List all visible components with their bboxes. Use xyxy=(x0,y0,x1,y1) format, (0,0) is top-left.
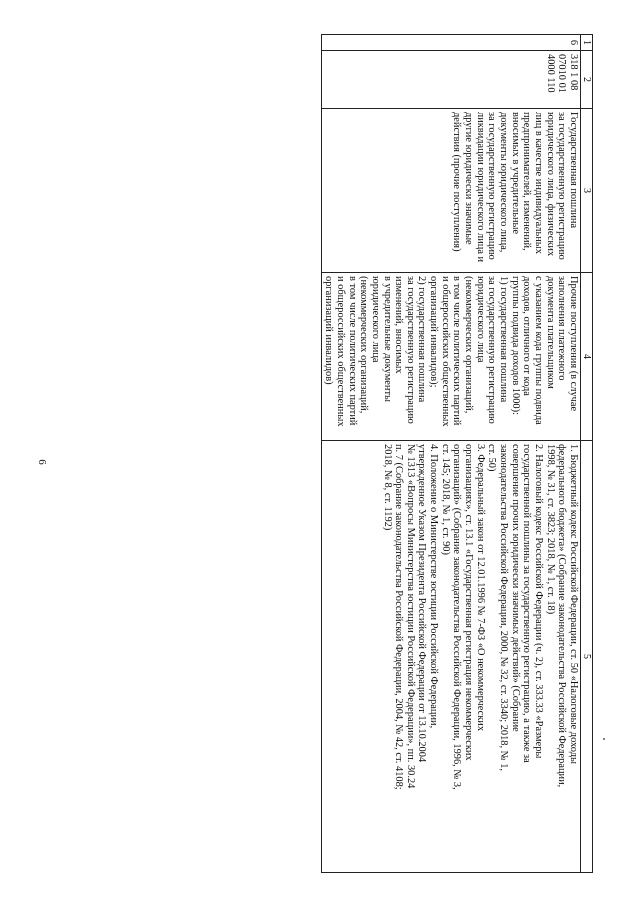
row-number: 6 xyxy=(321,35,580,51)
income-name-line: документы юридического лица, xyxy=(497,112,509,253)
payment-line: и общероссийских общественных xyxy=(439,276,451,427)
payment-line: документа плательщиком xyxy=(544,276,556,389)
scan-speck xyxy=(603,738,605,740)
payment-line: юридического лица xyxy=(369,276,381,363)
legal-basis-line: № 1313 «Вопросы Министерства юстиции Российской Федерации», пп. 30.24 xyxy=(404,444,416,789)
income-name-line: Государственная пошлина xyxy=(567,112,579,229)
income-name-line: за государственную регистрацию xyxy=(486,112,498,260)
legal-basis-line: ст. 145; 2018, № 1, ст. 90) xyxy=(439,444,451,555)
header-col-3: 3 xyxy=(580,109,592,273)
legal-basis-line: 2. Налоговый кодекс Российской Федерации (ч. 2), ст. 333.33 «Размеры xyxy=(532,444,544,759)
payment-line: заполнения платежного xyxy=(556,276,568,381)
income-codes-table xyxy=(321,34,593,873)
income-name-cell xyxy=(321,109,580,273)
legal-basis-line: федерального бюджета» (Собрание законодательства Российской Федерации, xyxy=(556,444,568,788)
income-name-line: ликвидации юридического лица и xyxy=(474,112,486,263)
income-name-line: за государственную регистрацию xyxy=(556,112,568,260)
income-name-line: предпринимателей, изменений, xyxy=(521,112,533,251)
payment-line: и общероссийских общественных xyxy=(335,276,346,427)
payment-line: организаций инвалидов); xyxy=(428,276,440,388)
legal-basis-line: организациях», ст. 13.1 «Государственная регистрация некоммерческих xyxy=(463,444,475,761)
payment-line: изменений, вносимых xyxy=(393,276,405,374)
payment-description-cell xyxy=(321,273,580,441)
income-name-line: вносимых в учредительные xyxy=(509,112,521,235)
payment-line: 2) государственная пошлина xyxy=(416,276,428,403)
budget-code-line: 07010 01 xyxy=(556,54,568,93)
payment-line: группы подвида доходов 1000): xyxy=(509,276,521,415)
legal-basis-cell xyxy=(321,441,580,873)
legal-basis-line: совершение прочих юридически значимых действий» (Собрание xyxy=(509,444,521,732)
header-col-2: 2 xyxy=(580,51,592,109)
rotated-table-container xyxy=(67,34,593,872)
payment-line: (некоммерческих организаций, xyxy=(358,276,370,414)
payment-line: за государственную регистрацию xyxy=(404,276,416,424)
legal-basis-line: 3. Федеральный закон от 12.01.1996 № 7-ФЗ «О некоммерческих xyxy=(474,444,486,732)
legal-basis-line: п. 7 (Собрание законодательства Российской Федерации, 2004, № 42, ст. 4108; xyxy=(393,444,405,790)
legal-basis-line: организаций» (Собрание законодательства Российской Федерации, 1996, № 3, xyxy=(451,444,463,790)
budget-code-line: 4000 110 xyxy=(544,54,556,93)
payment-line: (некоммерческих организаций, xyxy=(463,276,475,414)
header-col-5: 5 xyxy=(580,441,592,873)
legal-basis-line: государственной пошлины за государственную регистрацию, а также за xyxy=(521,444,533,763)
legal-basis-line: 4. Положение о Министерстве юстиции Российской Федерации, xyxy=(428,444,440,729)
legal-basis-line: 2018, № 8, ст. 1192) xyxy=(381,444,393,531)
payment-line: доходов, отличного от кода xyxy=(521,276,533,396)
payment-line: в том числе политических партий xyxy=(451,276,463,426)
income-name-line: юридического лица, физических xyxy=(544,112,556,257)
legal-basis-line: утвержденное Указом Президента Российской Федерации от 13.10.2004 xyxy=(416,444,428,763)
legal-basis-line: ст. 50) xyxy=(486,444,498,472)
income-name-line: действия (прочие поступления) xyxy=(451,112,463,252)
legal-basis-line: законодательства Российской Федерации, 2000, № 32, ст. 3340; 2018, № 1, xyxy=(497,444,509,771)
payment-line: в учредительные документы xyxy=(381,276,393,402)
payment-line: с указанием кода группы подвида xyxy=(532,276,544,425)
income-name-line: лиц в качестве индивидуальных xyxy=(532,112,544,254)
legal-basis-line: 1. Бюджетный кодекс Российской Федерации, ст. 50 «Налоговые доходы xyxy=(567,444,579,764)
income-name-line: другие юридически значимые xyxy=(463,112,475,245)
page-number: 6 xyxy=(35,459,48,465)
legal-basis-line: 1998, № 31, ст. 3823; 2018, № 1, ст. 18) xyxy=(544,444,556,615)
header-col-4: 4 xyxy=(580,273,592,441)
payment-line: за государственную регистрацию xyxy=(486,276,498,424)
budget-code-cell xyxy=(321,51,580,109)
payment-line: в том числе политических партий xyxy=(346,276,358,426)
payment-line: 1) государственная пошлина xyxy=(497,276,509,403)
header-col-1: 1 xyxy=(580,35,592,51)
payment-line: Прочие поступления (в случае xyxy=(567,276,579,412)
table-header-row xyxy=(580,35,592,873)
budget-code-line: 318 1 08 xyxy=(567,54,579,91)
payment-line: юридического лица xyxy=(474,276,486,363)
payment-line: организаций инвалидов) xyxy=(323,276,335,385)
table-row xyxy=(321,35,580,873)
